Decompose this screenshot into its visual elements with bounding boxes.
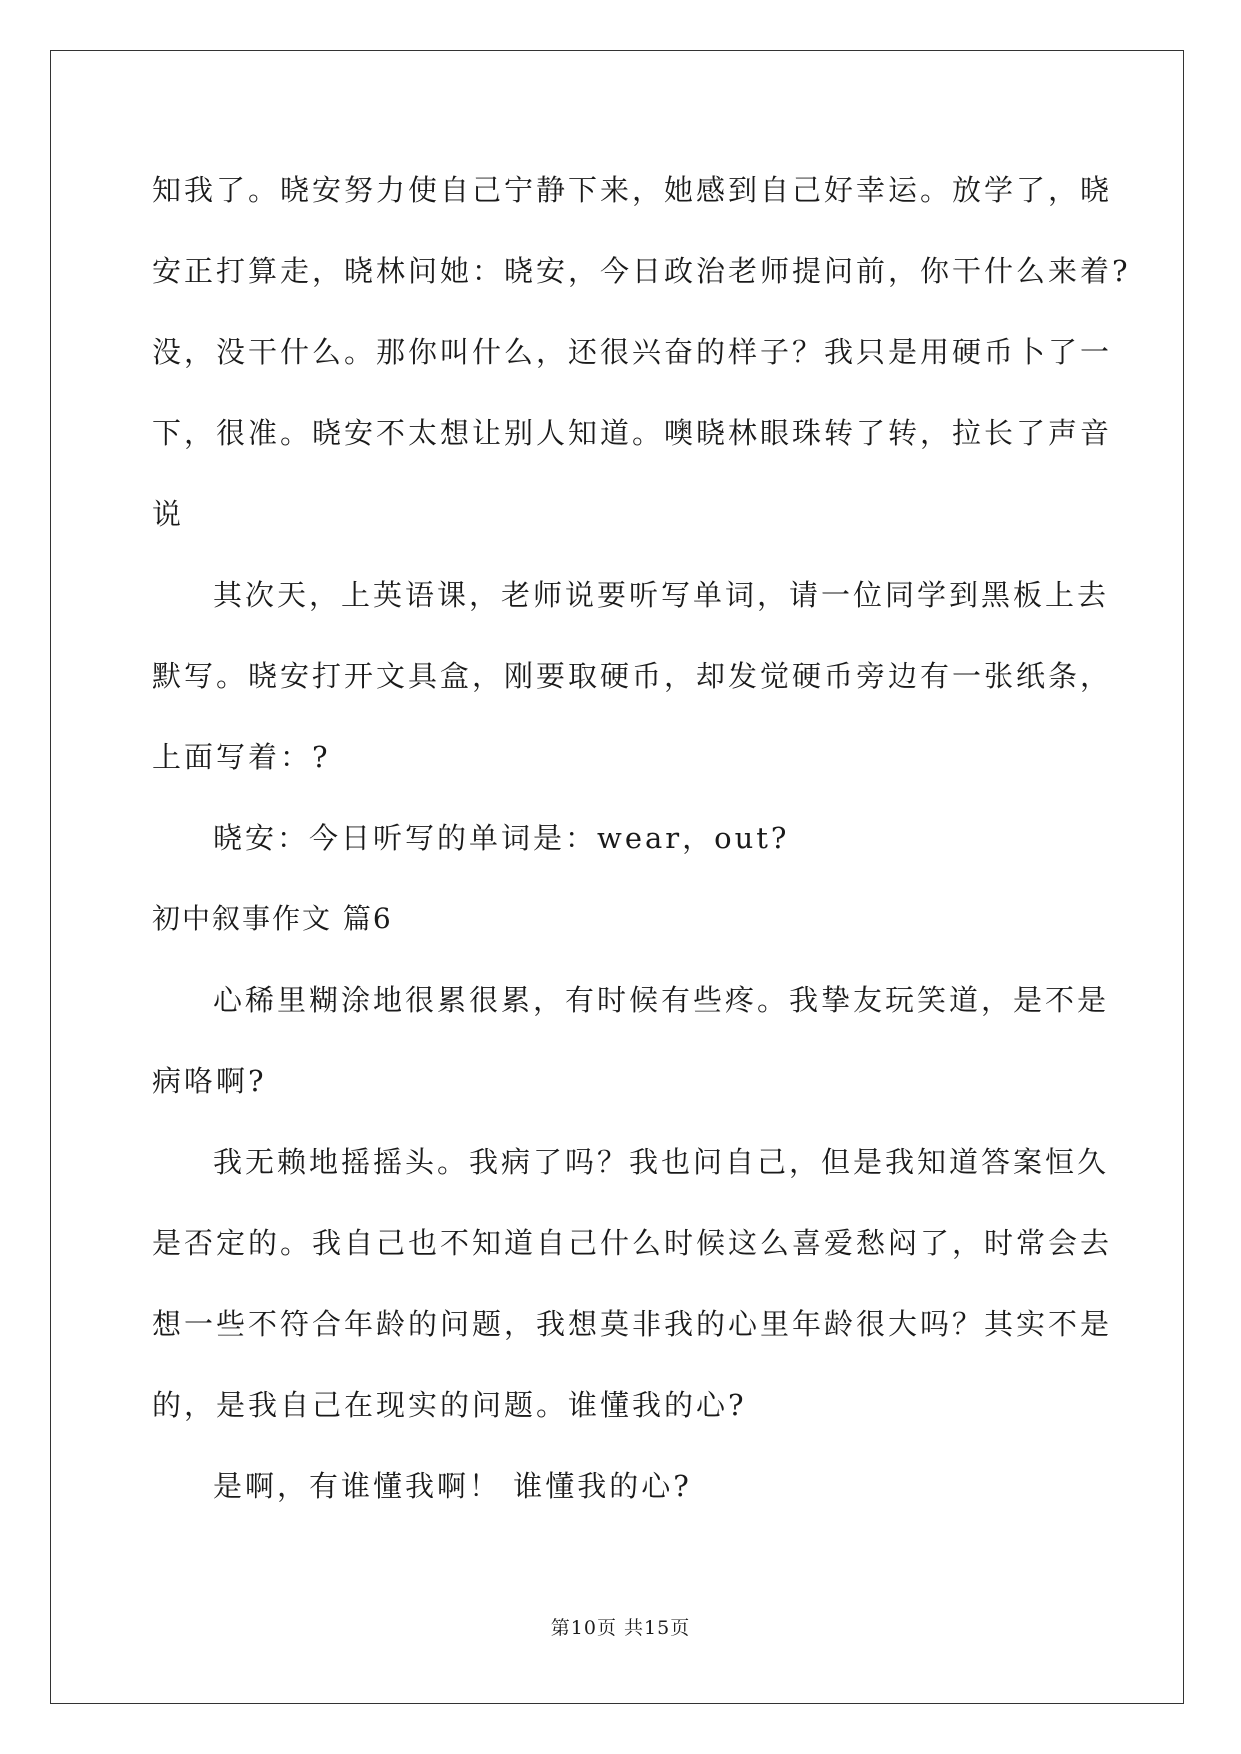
paragraph-start: 晓安：今日听写的单词是：wear，out? [213,821,790,855]
text-line: 上面写着：? [152,740,331,774]
page-number: 第10页 共15页 [550,1617,691,1639]
text-line: 是否定的。我自己也不知道自己什么时候这么喜爱愁闷了，时常会去 [152,1226,1113,1260]
document-body [152,160,1131,1537]
text-line: 安正打算走，晓林问她：晓安，今日政治老师提问前，你干什么来着? [152,254,1131,288]
text-line: 没，没干什么。那你叫什么，还很兴奋的样子？我只是用硬币卜了一 [152,335,1113,369]
paragraph-start: 我无赖地摇摇头。我病了吗？我也问自己，但是我知道答案恒久 [213,1145,1110,1179]
paragraph-start: 心稀里糊涂地很累很累，有时候有些疼。我挚友玩笑道，是不是 [213,983,1110,1017]
text-line: 下，很准。晓安不太想让别人知道。噢晓林眼珠转了转，拉长了声音 [152,416,1113,450]
text-line: 默写。晓安打开文具盒，刚要取硬币，却发觉硬币旁边有一张纸条， [152,659,1113,693]
text-line: 病咯啊? [152,1064,267,1098]
text-line: 的，是我自己在现实的问题。谁懂我的心? [152,1388,747,1422]
paragraph-start: 其次天，上英语课，老师说要听写单词，请一位同学到黑板上去 [213,578,1110,612]
paragraph-start: 是啊，有谁懂我啊！ 谁懂我的心? [213,1469,692,1503]
text-line: 知我了。晓安努力使自己宁静下来，她感到自己好幸运。放学了，晓 [152,173,1113,207]
section-heading: 初中叙事作文 篇6 [152,902,393,935]
text-line: 想一些不符合年龄的问题，我想莫非我的心里年龄很大吗？其实不是 [152,1307,1113,1341]
text-line: 说 [152,497,185,531]
